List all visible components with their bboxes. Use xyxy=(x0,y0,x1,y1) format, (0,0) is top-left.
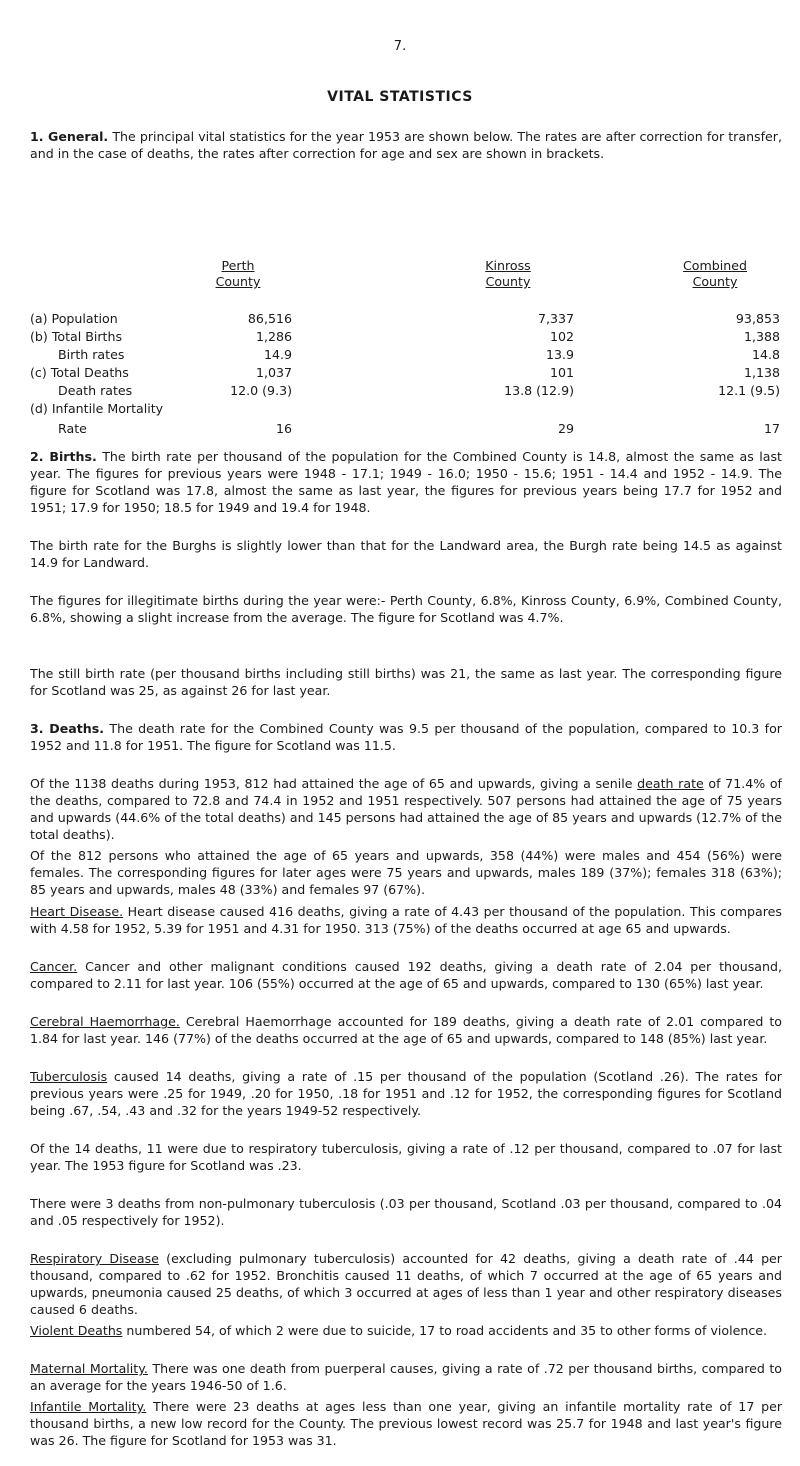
table-row: (d) Infantile Mortality xyxy=(30,401,164,416)
deaths-paragraph: 3. Deaths. The death rate for the Combined County was 9.5 per thousand of the population, compared to 10.3 for 1952 and 11.8 for 1951. The figure for Scotland was 11.5. xyxy=(30,721,782,754)
tuberculosis-term: Tuberculosis xyxy=(30,1069,108,1084)
infantile-mortality-term: Infantile Mortality. xyxy=(30,1399,147,1414)
cerebral-haemorrhage-term: Cerebral Haemorrhage. xyxy=(30,1014,180,1029)
tuberculosis-paragraph: Tuberculosis caused 14 deaths, giving a rate of .15 per thousand of the population (Scotland .26). The rates for previous years were .25 for 1949, .20 for 1950, .18 for 1951 and .12 for 1952, the corresponding figures for Scotland being .67, .54, .43 and .32 for the years 1949-52 respectively. xyxy=(30,1069,782,1119)
deaths-heading: 3. Deaths. xyxy=(30,721,105,736)
maternal-mortality-term: Maternal Mortality. xyxy=(30,1361,148,1376)
table-row: (a) Population 86,516 7,337 93,853 xyxy=(30,311,780,326)
violent-deaths-paragraph: Violent Deaths numbered 54, of which 2 were due to suicide, 17 to road accidents and 35 to other forms of violence. xyxy=(30,1323,768,1338)
senile-death-rate-term: death rate xyxy=(637,776,704,791)
respiratory-disease-paragraph: Respiratory Disease (excluding pulmonary tuberculosis) accounted for 42 deaths, giving a death rate of .44 per thousand, compared to .62 for 1952. Bronchitis caused 11 deaths, of which 7 occurred at the age of 65 years and upwards, pneumonia caused 25 deaths, of which 3 occurred at ages of less than 1 year and other respiratory diseases caused 6 deaths. xyxy=(30,1251,782,1318)
page-title: VITAL STATISTICS xyxy=(327,89,473,105)
heart-disease-paragraph: Heart Disease. Heart disease caused 416 deaths, giving a rate of 4.43 per thousand of the population. This compares with 4.58 for 1952, 5.39 for 1951 and 4.31 for 1950. 313 (75%) of the deaths occurred at age 65 and upwards. xyxy=(30,904,782,937)
births-paragraph: 2. Births. The birth rate per thousand of the population for the Combined County is 14.8, almost the same as last year. The figures for previous years were 1948 - 17.1; 1949 - 16.0; 1950 - 15.6; 1951 - 14.4 and 1952 - 14.9. The figure for Scotland was 17.8, almost the same as last year, the figures for previous years being 17.7 for 1952 and 1951; 17.9 for 1950; 18.5 for 1949 and 19.4 for 1948. xyxy=(30,449,782,516)
cancer-paragraph: Cancer. Cancer and other malignant conditions caused 192 deaths, giving a death rate of 2.04 per thousand, compared to 2.11 for last year. 106 (55%) occurred at the age of 65 and upwards, compared to 130 (65%) last year. xyxy=(30,959,782,992)
infantile-mortality-paragraph: Infantile Mortality. There were 23 deaths at ages less than one year, giving an infantile mortality rate of 17 per thousand births, a new low record for the County. The previous lowest record was 25.7 for 1948 and last year's figure was 26. The figure for Scotland for 1953 was 31. xyxy=(30,1399,783,1449)
table-row: (c) Total Deaths 1,037 101 1,138 xyxy=(30,365,780,380)
general-heading: 1. General. xyxy=(30,129,109,144)
respiratory-tb-paragraph: Of the 14 deaths, 11 were due to respiratory tuberculosis, giving a rate of .12 per thousand, compared to .07 for last year. The 1953 figure for Scotland was .23. xyxy=(30,1141,782,1174)
cerebral-haemorrhage-paragraph: Cerebral Haemorrhage. Cerebral Haemorrhage accounted for 189 deaths, giving a death rate of 2.01 compared to 1.84 for last year. 146 (77%) of the deaths occurred at the age of 65 and upwards, compared to 148 (85%) last year. xyxy=(30,1014,782,1047)
header-combined: Combined County xyxy=(683,258,747,290)
heart-disease-term: Heart Disease. xyxy=(30,904,124,919)
senile-death-rate-paragraph: Of the 1138 deaths during 1953, 812 had attained the age of 65 and upwards, giving a senile death rate of 71.4% of the deaths, compared to 72.8 and 74.4 in 1952 and 1951 respectively. 507 persons had attained the age of 75 years and upwards (44.6% of the total deaths) and 145 persons had attained the age of 85 years and upwards (12.7% of the total deaths). xyxy=(30,776,782,843)
illegitimate-births-paragraph: The figures for illegitimate births during the year were:- Perth County, 6.8%, Kinross County, 6.9%, Combined County, 6.8%, showing a slight increase from the average. The figure for Scotland was 4.7%. xyxy=(30,593,782,626)
births-heading: 2. Births. xyxy=(30,449,97,464)
non-pulmonary-tb-paragraph: There were 3 deaths from non-pulmonary tuberculosis (.03 per thousand, Scotland .03 per thousand, compared to .04 and .05 respectively for 1952). xyxy=(30,1196,782,1229)
age-sex-paragraph: Of the 812 persons who attained the age of 65 years and upwards, 358 (44%) were males and 454 (56%) were females. The corresponding figures for later ages were 75 years and upwards, males 189 (37%); females 318 (63%); 85 years and upwards, males 48 (33%) and females 97 (67%). xyxy=(30,848,782,898)
page-number: 7. xyxy=(393,39,407,54)
general-text: The principal vital statistics for the year 1953 are shown below. The rates are after correction for transfer, and in the case of deaths, the rates after correction for age and sex are shown in brackets. xyxy=(30,129,782,162)
header-perth: Perth County xyxy=(215,258,261,290)
cancer-term: Cancer. xyxy=(30,959,78,974)
table-row: Rate 16 29 17 xyxy=(58,421,780,436)
general-paragraph xyxy=(30,128,782,162)
header-kinross: Kinross County xyxy=(485,258,531,290)
table-row: Birth rates 14.9 13.9 14.8 xyxy=(58,347,780,362)
violent-deaths-term: Violent Deaths xyxy=(30,1323,123,1338)
still-birth-paragraph: The still birth rate (per thousand births including still births) was 21, the same as last year. The corresponding figure for Scotland was 25, as against 26 for last year. xyxy=(30,666,782,699)
births-burgh-paragraph: The birth rate for the Burghs is slightly lower than that for the Landward area, the Burgh rate being 14.5 as against 14.9 for Landward. xyxy=(30,538,782,571)
table-row: Death rates 12.0 (9.3) 13.8 (12.9) 12.1 (9.5) xyxy=(58,383,780,398)
maternal-mortality-paragraph: Maternal Mortality. There was one death from puerperal causes, giving a rate of .72 per thousand births, compared to an average for the years 1946-50 of 1.6. xyxy=(30,1361,782,1394)
table-row: (b) Total Births 1,286 102 1,388 xyxy=(30,329,780,344)
respiratory-disease-term: Respiratory Disease xyxy=(30,1251,159,1266)
